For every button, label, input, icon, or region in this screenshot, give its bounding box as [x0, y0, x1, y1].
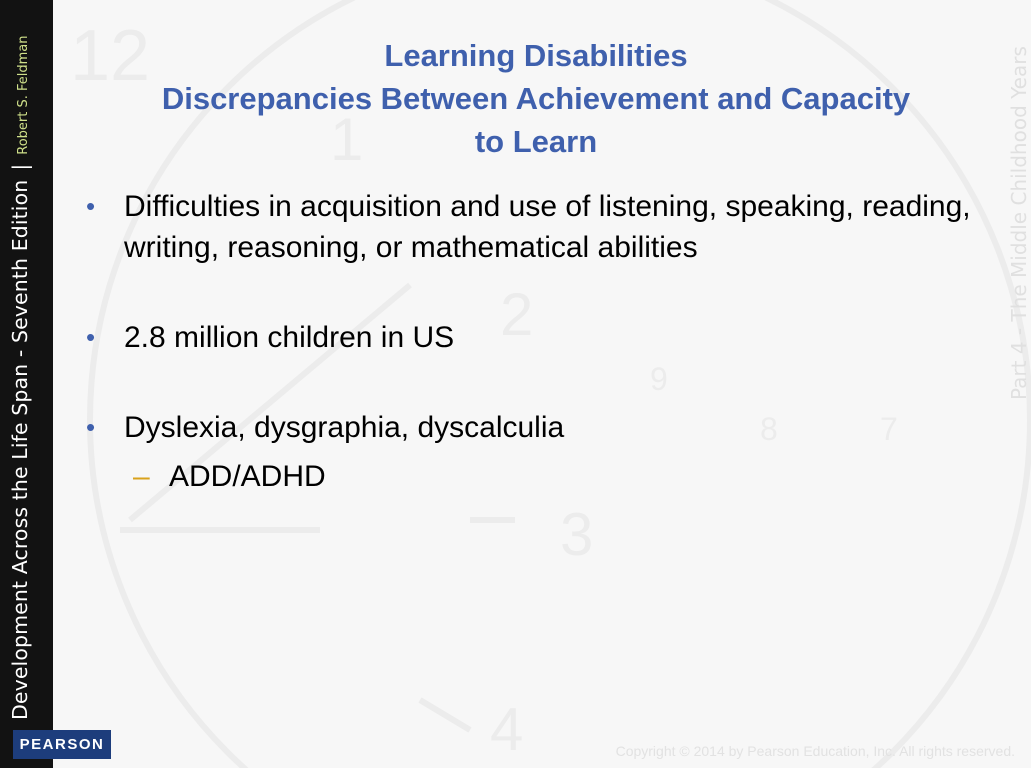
svg-text:1: 1 — [330, 106, 364, 173]
title-line: to Learn — [474, 124, 598, 159]
slide-title — [100, 34, 972, 163]
bullet-text: Dyslexia, dysgraphia, dyscalculia — [124, 411, 565, 444]
svg-text:9: 9 — [650, 361, 668, 397]
pearson-logo: PEARSON — [13, 730, 111, 759]
bullet-item — [86, 407, 976, 448]
svg-text:2: 2 — [500, 281, 534, 348]
svg-text:8: 8 — [760, 411, 778, 447]
svg-text:3: 3 — [560, 501, 594, 568]
bullet-item — [86, 317, 976, 358]
bullet-marker: • — [86, 322, 96, 352]
bullet-text: Difficulties in acquisition and use of listening, speaking, reading, writing, reasoning, or mathematical abilities — [124, 190, 971, 264]
part-label: Part 4 - The Middle Childhood Years — [1007, 46, 1031, 400]
bullet-list — [86, 186, 976, 497]
sidebar — [0, 0, 53, 768]
sidebar-caption — [8, 36, 32, 721]
bullet-marker: • — [86, 412, 96, 442]
sub-bullet-marker: – — [133, 460, 150, 493]
title-line: Learning Disabilities — [384, 38, 688, 73]
bullet-item — [86, 186, 976, 268]
book-title: Development Across the Life Span - Seventh Edition — [8, 179, 32, 720]
sidebar-separator: | — [8, 163, 32, 171]
svg-text:12: 12 — [70, 16, 151, 96]
sub-bullet-item — [86, 456, 976, 497]
svg-text:4: 4 — [490, 696, 524, 763]
copyright-notice: Copyright © 2014 by Pearson Education, Inc. All rights reserved. — [615, 743, 1015, 759]
bullet-text: 2.8 million children in US — [124, 321, 455, 354]
title-line: Discrepancies Between Achievement and Capacity — [161, 81, 911, 116]
sub-bullet-text: ADD/ADHD — [169, 460, 326, 493]
svg-text:7: 7 — [880, 411, 898, 447]
author-name: Robert S. Feldman — [16, 35, 31, 155]
bullet-marker: • — [86, 191, 96, 221]
